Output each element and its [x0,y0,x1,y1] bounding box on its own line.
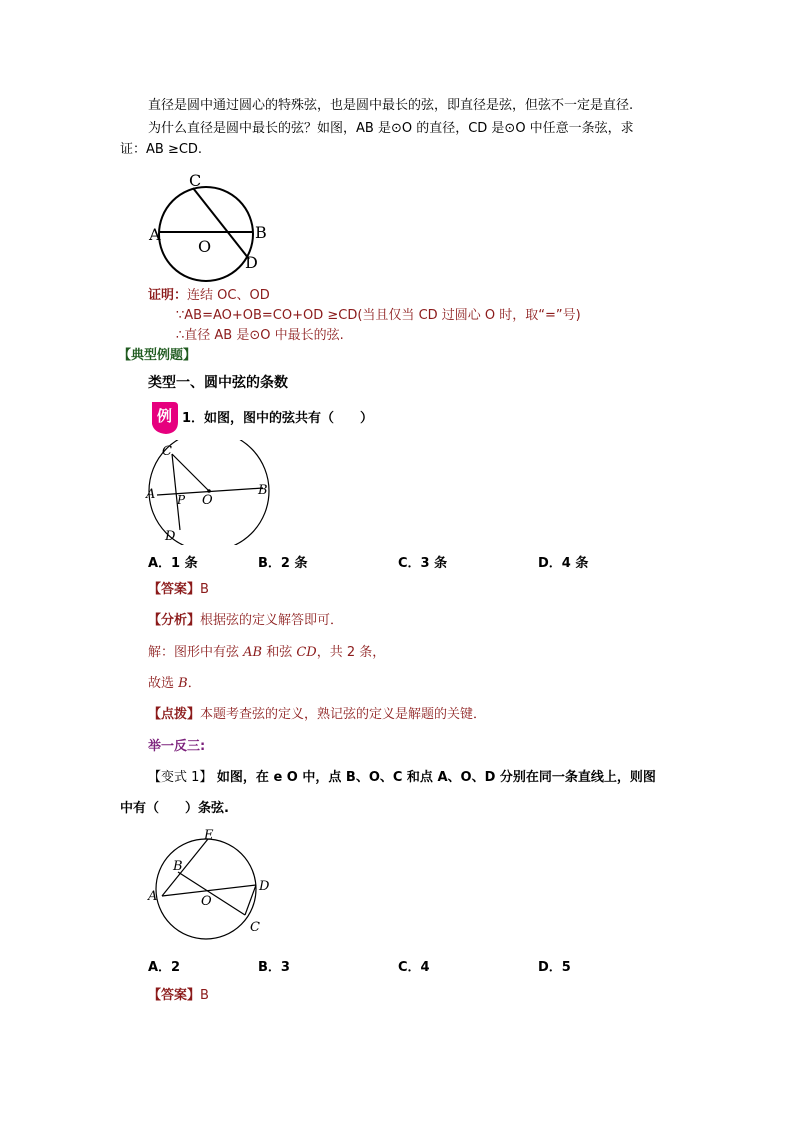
solution-suffix: ，共 2 条， [316,645,386,660]
fig1-label-d: D [245,253,258,272]
variant1-answer-value: B [200,988,209,1003]
conclusion-b: B [178,676,188,691]
solution-mid: 和弦 [262,645,297,660]
figure-variant1 [140,825,280,940]
fig2-label-a: A [146,487,156,502]
example1-option-c: C．3 条 [398,556,448,571]
practice-title: 举一反三: [148,739,206,754]
example-badge-text: 例 [157,407,173,425]
intro-line-3: 证：AB ≥CD. [120,142,203,157]
example1-option-b: B．2 条 [258,556,308,571]
solution-cd: CD [296,645,317,660]
example1-conclusion [148,674,201,694]
example1-tip [148,705,486,725]
fig1-label-b: B [255,223,267,242]
example1-option-d: D．4 条 [538,556,589,571]
section-title: 【典型例题】 [118,348,197,363]
answer-label: 【答案】 [148,582,201,597]
example-badge [148,400,178,434]
conclusion-prefix: 故选 [148,676,179,691]
example1-solution [148,643,385,663]
example-badge-icon [148,400,180,436]
variant1-answer-label: 【答案】 [148,988,201,1003]
fig3-label-d: D [259,879,270,894]
variant1-answer [148,986,209,1006]
proof-line-1 [148,286,270,306]
proof-line-3: ∴直径 AB 是⊙O 中最长的弦. [176,328,344,343]
fig2-label-o: O [202,493,213,508]
type1-title: 类型一、圆中弦的条数 [148,375,288,391]
tip-text: 本题考查弦的定义，熟记弦的定义是解题的关键． [200,707,487,722]
fig3-label-o: O [201,894,212,909]
proof-label: 证明： [148,288,188,303]
variant1-label: 【变式 1】 [148,770,213,785]
fig3-label-b: B [173,859,183,874]
proof-line-2: ∵AB=AO+OB=CO+OD ≥CD(当且仅当 CD 过圆心 O 时，取“=”号) [176,308,581,323]
variant1-text-1: 如图，在 e O 中，点 B、O、C 和点 A、O、D 分别在同一条直线上，则图 [212,770,656,785]
solution-prefix: 解：图形中有弦 [148,645,244,660]
variant1-option-d: D．5 [538,960,571,975]
solution-ab: AB [243,645,263,660]
fig3-label-a: A [148,889,158,904]
intro-line-1: 直径是圆中通过圆心的特殊弦，也是圆中最长的弦，即直径是弦，但弦不一定是直径. [148,98,634,113]
fig1-label-o: O [198,237,212,256]
proof-step-1: 连结 OC、OD [187,288,270,303]
fig1-label-a: A [149,225,161,244]
fig3-label-c: C [250,920,260,935]
example1-analysis [148,611,343,631]
fig2-label-d: D [165,529,176,544]
intro-line-2: 为什么直径是圆中最长的弦？如图，AB 是⊙O 的直径，CD 是⊙O 中任意一条弦，求 [148,121,634,136]
example1-answer [148,580,209,600]
fig2-label-c: C [162,444,172,459]
variant1-option-b: B．3 [258,960,290,975]
variant1-line-2: 中有（ ）条弦. [120,801,229,816]
analysis-text: 根据弦的定义解答即可． [200,613,344,628]
fig1-label-c: C [189,171,202,190]
figure-example1 [145,440,280,545]
analysis-label: 【分析】 [148,613,201,628]
answer-value: B [200,582,209,597]
fig3-label-e: E [204,828,214,843]
variant1-option-c: C．4 [398,960,430,975]
tip-label: 【点拨】 [148,707,201,722]
figure-circle-diameter-chord [145,160,275,285]
variant1-line-1 [148,768,656,788]
fig2-label-p: P [177,493,186,507]
fig2-label-b: B [258,483,268,498]
variant1-option-a: A．2 [148,960,181,975]
conclusion-suffix: ． [187,676,201,691]
example1-option-a: A．1 条 [148,556,198,571]
example1-question: 1．如图，图中的弦共有（ ） [182,411,374,426]
